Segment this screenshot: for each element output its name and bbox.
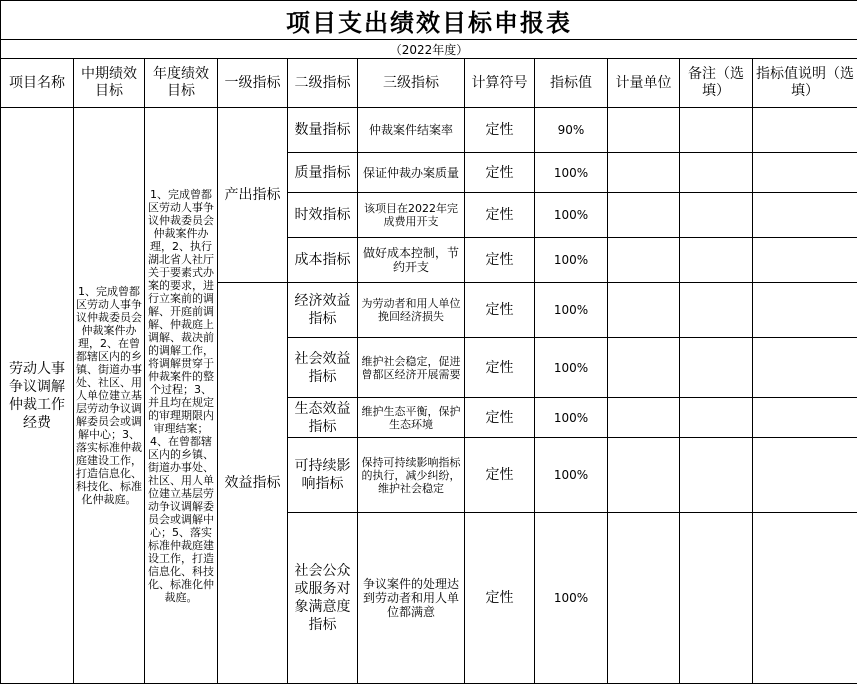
symbol-cell: 定性	[465, 398, 535, 438]
unit-cell	[608, 438, 680, 513]
remark-cell	[680, 398, 753, 438]
unit-cell	[608, 153, 680, 193]
level3-cell: 该项目在2022年完成费用开支	[358, 193, 465, 238]
header-value-note: 指标值说明（选填）	[753, 59, 857, 108]
remark-cell	[680, 153, 753, 193]
value-note-cell	[753, 153, 857, 193]
unit-cell	[608, 193, 680, 238]
value-note-cell	[753, 238, 857, 283]
header-mid-term-goal: 中期绩效目标	[74, 59, 145, 108]
value-cell: 100%	[535, 283, 608, 338]
value-note-cell	[753, 108, 857, 153]
level3-cell: 保持可持续影响指标的执行，减少纠纷，维护社会稳定	[358, 438, 465, 513]
value-cell: 100%	[535, 513, 608, 684]
symbol-cell: 定性	[465, 193, 535, 238]
header-remark: 备注（选填）	[680, 59, 753, 108]
level3-cell: 仲裁案件结案率	[358, 108, 465, 153]
unit-cell	[608, 398, 680, 438]
unit-cell	[608, 283, 680, 338]
level2-cell: 社会效益指标	[288, 338, 358, 398]
header-level1: 一级指标	[218, 59, 288, 108]
header-level3: 三级指标	[358, 59, 465, 108]
level3-cell: 维护生态平衡，保护生态环境	[358, 398, 465, 438]
level2-cell: 数量指标	[288, 108, 358, 153]
symbol-cell: 定性	[465, 338, 535, 398]
symbol-cell: 定性	[465, 153, 535, 193]
level2-cell: 成本指标	[288, 238, 358, 283]
remark-cell	[680, 283, 753, 338]
value-note-cell	[753, 513, 857, 684]
year-label: （2022年度）	[1, 40, 857, 59]
value-note-cell	[753, 193, 857, 238]
unit-cell	[608, 338, 680, 398]
symbol-cell: 定性	[465, 108, 535, 153]
header-value: 指标值	[535, 59, 608, 108]
unit-cell	[608, 513, 680, 684]
value-note-cell	[753, 338, 857, 398]
header-project-name: 项目名称	[1, 59, 74, 108]
value-cell: 100%	[535, 153, 608, 193]
remark-cell	[680, 108, 753, 153]
remark-cell	[680, 238, 753, 283]
value-cell: 100%	[535, 398, 608, 438]
level2-cell: 经济效益指标	[288, 283, 358, 338]
value-note-cell	[753, 283, 857, 338]
value-cell: 100%	[535, 338, 608, 398]
value-note-cell	[753, 438, 857, 513]
level2-cell: 社会公众或服务对象满意度指标	[288, 513, 358, 684]
value-note-cell	[753, 398, 857, 438]
level3-cell: 做好成本控制，节约开支	[358, 238, 465, 283]
level1-output-cell: 产出指标	[218, 108, 288, 283]
level2-cell: 可持续影响指标	[288, 438, 358, 513]
annual-goal-cell: 1、完成曾都区劳动人事争议仲裁委员会仲裁案件办理，2、执行湖北省人社厅关于要素式办案的要求，进行立案前的调解、开庭前调解、仲裁庭上调解、裁决前的调解工作，将调解贯穿于仲裁案件的整个过程；3、并且均在规定的审理期限内审理结案；4、在曾都辖区内的乡镇、街道办事处、社区、用人单位建立基层劳动争议调解委员会或调解中心；5、落实标准仲裁庭建设工作，打造信息化、科技化、标准化仲裁庭。	[145, 108, 218, 684]
remark-cell	[680, 438, 753, 513]
level2-cell: 时效指标	[288, 193, 358, 238]
header-annual-goal: 年度绩效目标	[145, 59, 218, 108]
remark-cell	[680, 513, 753, 684]
symbol-cell: 定性	[465, 513, 535, 684]
level3-cell: 保证仲裁办案质量	[358, 153, 465, 193]
header-unit: 计量单位	[608, 59, 680, 108]
symbol-cell: 定性	[465, 438, 535, 513]
unit-cell	[608, 108, 680, 153]
remark-cell	[680, 338, 753, 398]
level3-cell: 争议案件的处理达到劳动者和用人单位都满意	[358, 513, 465, 684]
value-cell: 100%	[535, 193, 608, 238]
level2-cell: 质量指标	[288, 153, 358, 193]
symbol-cell: 定性	[465, 238, 535, 283]
header-level2: 二级指标	[288, 59, 358, 108]
project-name-cell: 劳动人事争议调解仲裁工作经费	[1, 108, 74, 684]
remark-cell	[680, 193, 753, 238]
mid-term-goal-cell: 1、完成曾都区劳动人事争议仲裁委员会仲裁案件办理，2、在曾都辖区内的乡镇、街道办事处、社区、用人单位建立基层劳动争议调解委员会或调解中心；3、落实标准仲裁庭建设工作，打造信息化、科技化、标准化仲裁庭。	[74, 108, 145, 684]
level2-cell: 生态效益指标	[288, 398, 358, 438]
value-cell: 90%	[535, 108, 608, 153]
level3-cell: 维护社会稳定，促进曾都区经济开展需要	[358, 338, 465, 398]
level3-cell: 为劳动者和用人单位挽回经济损失	[358, 283, 465, 338]
level1-benefit-cell: 效益指标	[218, 283, 288, 684]
value-cell: 100%	[535, 238, 608, 283]
header-symbol: 计算符号	[465, 59, 535, 108]
value-cell: 100%	[535, 438, 608, 513]
page-title: 项目支出绩效目标申报表	[1, 1, 857, 40]
table-row	[1, 108, 857, 153]
unit-cell	[608, 238, 680, 283]
symbol-cell: 定性	[465, 283, 535, 338]
